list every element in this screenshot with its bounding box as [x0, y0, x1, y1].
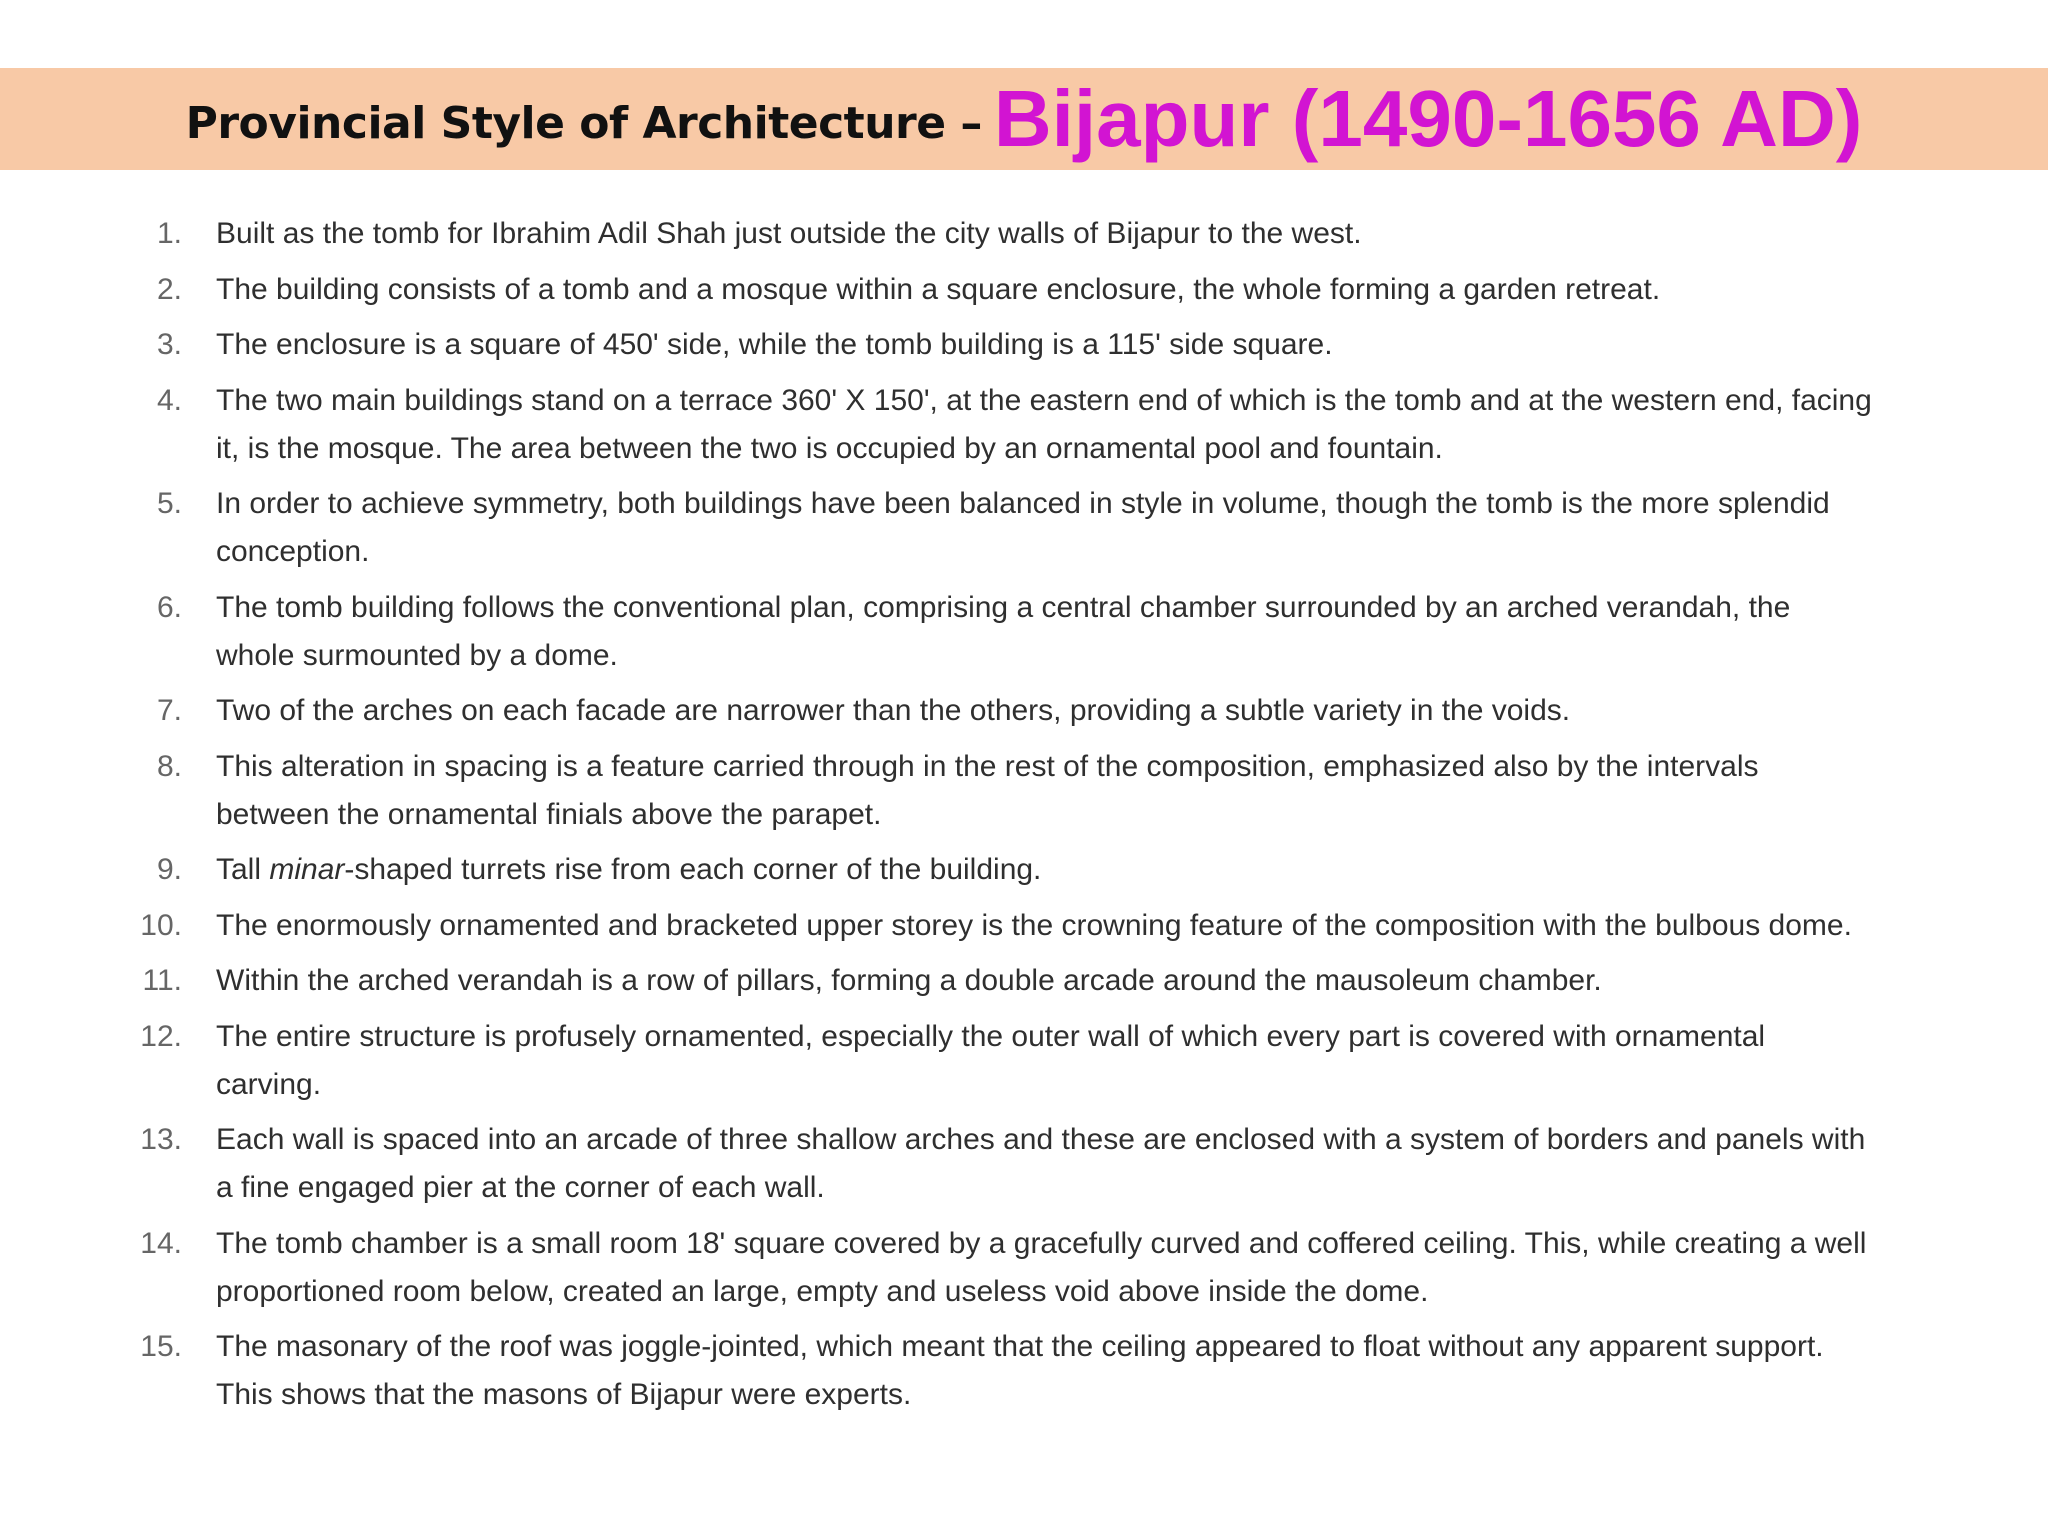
numbered-list: [0, 210, 2048, 1427]
list-item: [0, 1013, 2048, 1109]
item-number: 13.: [140, 1123, 182, 1156]
list-item: [0, 584, 2048, 680]
item-number: 11.: [142, 964, 182, 997]
item-text: [216, 846, 1876, 894]
item-number: 5.: [156, 487, 182, 520]
item-text: The enclosure is a square of 450' side, while the tomb building is a 115' side square.: [216, 328, 1333, 361]
item-number: 3.: [156, 328, 182, 361]
list-item: [0, 321, 2048, 369]
item-number: 6.: [156, 590, 182, 624]
item-text: In order to achieve symmetry, both buildings have been balanced in style in volume, though the tomb is the more splendid conception.: [216, 487, 1830, 568]
item-text: Within the arched verandah is a row of pillars, forming a double arcade around the mausoleum chamber.: [216, 964, 1602, 997]
list-item: [0, 1220, 2048, 1316]
list-item: [0, 210, 2048, 258]
item-number: 14.: [140, 1226, 182, 1260]
item-text: The entire structure is profusely ornamented, especially the outer wall of which every part is covered with ornamental carving.: [216, 1019, 1766, 1101]
page-title: [0, 68, 2048, 170]
list-item: [0, 687, 2048, 735]
list-item: [0, 266, 2048, 314]
item-number: 4.: [156, 383, 182, 417]
item-number: 1.: [156, 217, 182, 250]
list-item: [0, 743, 2048, 839]
item-text: This alteration in spacing is a feature carried through in the rest of the composition, emphasized also by the intervals between the ornamental finials above the parapet.: [216, 749, 1759, 831]
item-number: 9.: [156, 853, 182, 886]
list-item: [0, 846, 2048, 894]
item-number: 15.: [140, 1330, 182, 1363]
item-text: Each wall is spaced into an arcade of three shallow arches and these are enclosed with a system of borders and panels with a fine engaged pier at the corner of each wall.: [216, 1123, 1866, 1204]
item-text: The tomb chamber is a small room 18' square covered by a gracefully curved and coffered ceiling. This, while creating a well proportioned room below, created an large, empty and useless void above inside the dome.: [216, 1226, 1867, 1308]
title-accent: Bijapur (1490-1656 AD): [993, 74, 1863, 163]
item-number: 12.: [140, 1019, 182, 1053]
list-item: [0, 902, 2048, 950]
list-item: [0, 1323, 2048, 1419]
item-text-emphasis: minar: [269, 853, 345, 886]
item-number: 7.: [156, 694, 182, 727]
list-item: [0, 480, 2048, 576]
item-text: The building consists of a tomb and a mosque within a square enclosure, the whole forming a garden retreat.: [216, 272, 1661, 306]
item-text: The masonary of the roof was joggle-jointed, which meant that the ceiling appeared to float without any apparent support. This shows that the masons of Bijapur were experts.: [216, 1330, 1824, 1411]
item-number: 2.: [156, 272, 182, 306]
item-text-before: Tall: [216, 853, 270, 886]
list-item: [0, 957, 2048, 1005]
item-text: The enormously ornamented and bracketed upper storey is the crowning feature of the composition with the bulbous dome.: [216, 908, 1852, 942]
item-text: Two of the arches on each facade are narrower than the others, providing a subtle variety in the voids.: [216, 694, 1571, 727]
list-item: [0, 1116, 2048, 1212]
item-number: 10.: [140, 908, 182, 942]
item-number: 8.: [156, 749, 182, 783]
item-text: The two main buildings stand on a terrace 360' X 150', at the eastern end of which is the tomb and at the western end, facing it, is the mosque. The area between the two is occupied by an ornamental pool and fountain.: [216, 383, 1872, 465]
list-item: [0, 377, 2048, 473]
item-text: Built as the tomb for Ibrahim Adil Shah just outside the city walls of Bijapur to the west.: [216, 217, 1362, 250]
item-text: The tomb building follows the conventional plan, comprising a central chamber surrounded by an arched verandah, the whole surmounted by a dome.: [216, 590, 1791, 672]
title-prefix: Provincial Style of Architecture –: [185, 97, 982, 149]
item-text-after: -shaped turrets rise from each corner of the building.: [344, 853, 1042, 886]
